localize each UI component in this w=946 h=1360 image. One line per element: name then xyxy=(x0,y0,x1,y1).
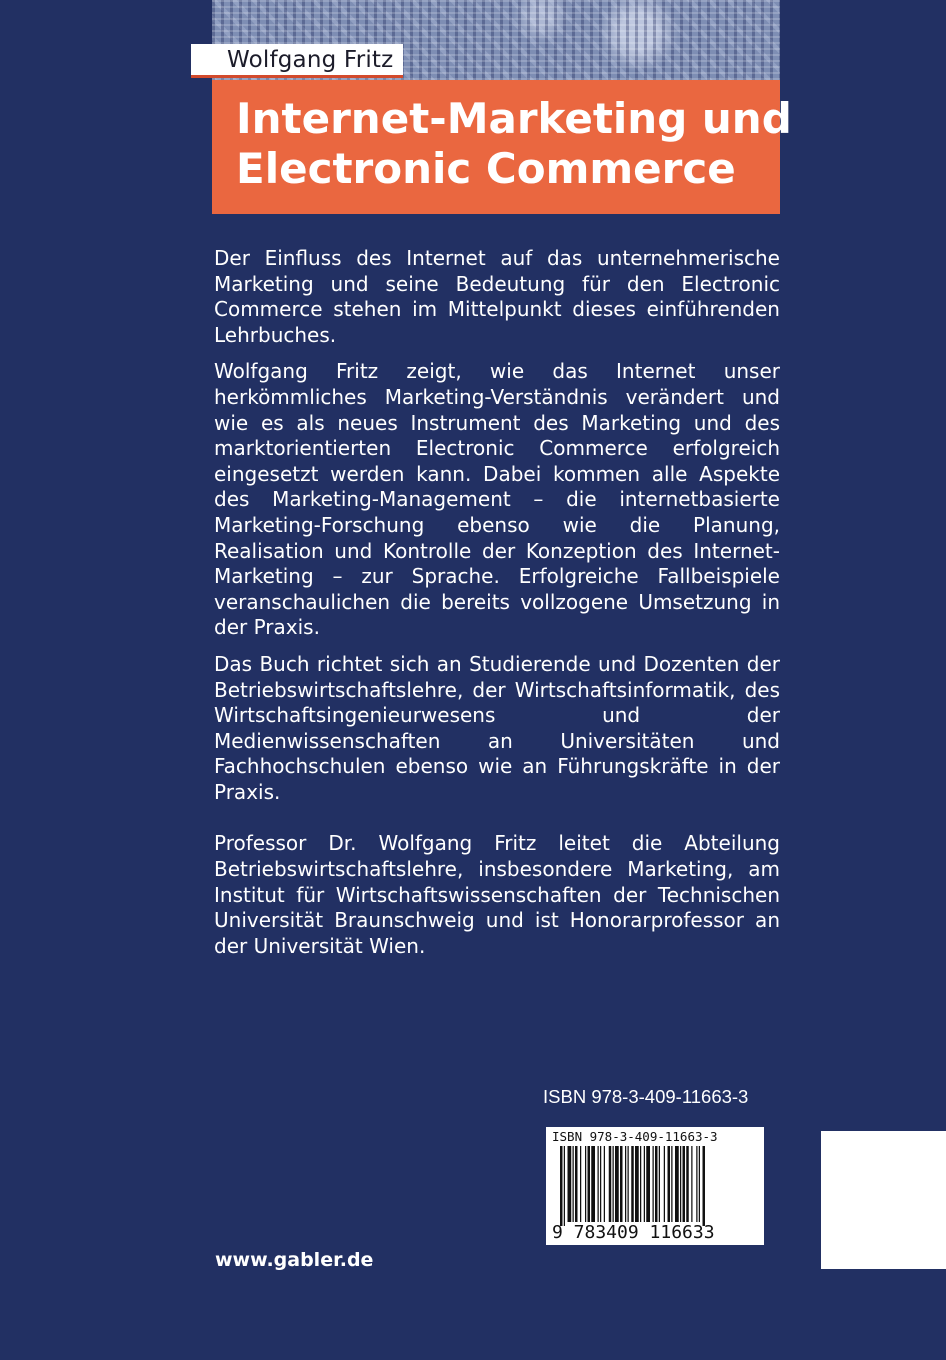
book-title-line-2: Electronic Commerce xyxy=(236,144,736,193)
author-bio: Professor Dr. Wolfgang Fritz leitet die Abteilung Betriebswirtschaftslehre, insbesondere Marketing, am Institut für Wirtschaftswissenschaften der Technischen Universität Braunschweig und ist Honorarprofessor an der Universität Wien. xyxy=(214,831,780,958)
barcode-bar xyxy=(659,1146,660,1222)
barcode-bar xyxy=(613,1146,614,1222)
barcode-bar xyxy=(683,1146,686,1222)
barcode-caption: ISBN 978-3-409-11663-3 xyxy=(552,1129,718,1144)
barcode-bar xyxy=(675,1146,679,1222)
barcode-bar xyxy=(628,1146,629,1222)
book-title-line-1: Internet-Marketing und xyxy=(236,94,792,143)
barcode-bar xyxy=(696,1146,697,1222)
barcode-bar xyxy=(585,1146,586,1222)
barcode xyxy=(546,1127,764,1245)
barcode-bar xyxy=(625,1146,626,1222)
barcode-bar xyxy=(655,1146,658,1222)
barcode-bar xyxy=(564,1146,565,1226)
barcode-bar xyxy=(588,1146,591,1222)
barcode-bar xyxy=(635,1146,639,1222)
barcode-bar xyxy=(644,1146,645,1222)
title-block xyxy=(212,80,792,214)
barcode-bar xyxy=(653,1146,654,1222)
barcode-bar xyxy=(631,1146,634,1222)
blurb-paragraph-3: Das Buch richtet sich an Studierende und Dozenten der Betriebswirtschaftslehre, der Wirtschaftsinformatik, des Wirtschaftsingenieurwesens und der Medienwissenschaften an Universitäten und Fachhochschulen ebenso wie an Führungskräfte in der Praxis. xyxy=(214,651,780,804)
author-label xyxy=(191,44,403,78)
barcode-bar xyxy=(691,1146,692,1222)
barcode-bar xyxy=(580,1146,581,1222)
barcode-bar xyxy=(560,1146,563,1226)
barcode-bar xyxy=(664,1146,665,1222)
barcode-bar xyxy=(699,1146,700,1222)
barcode-bars xyxy=(552,1146,758,1226)
barcode-bar xyxy=(620,1146,623,1222)
barcode-bar xyxy=(640,1146,641,1222)
author-name: Wolfgang Fritz xyxy=(227,46,394,73)
barcode-bar xyxy=(575,1146,578,1222)
blurb-text xyxy=(214,246,780,970)
blurb-paragraph-1: Der Einfluss des Internet auf das unternehmerische Marketing und seine Bedeutung für den Electronic Commerce stehen im Mittelpunkt dieses einführenden Lehrbuches. xyxy=(214,246,780,347)
barcode-bar xyxy=(568,1146,572,1222)
blurb-paragraph-2: Wolfgang Fritz zeigt, wie das Internet unser herkömmliches Marketing-Verständnis verändert und wie es als neues Instrument des Marketing und des marktorientierten Electronic Commerce erfolgreich eingesetzt werden kann. Dabei kommen alle Aspekte des Marketing-Management – die internetbasierte Marketing-Forschung ebenso wie die Planung, Realisation und Kontrolle der Konzeption des Internet-Marketing – zur Sprache. Erfolgreiche Fallbeispiele veranschaulichen die bereits vollzogene Umsetzung in der Praxis. xyxy=(214,359,780,640)
barcode-bar xyxy=(615,1146,619,1222)
barcode-bar xyxy=(600,1146,601,1222)
barcode-bar xyxy=(609,1146,612,1222)
barcode-bar xyxy=(686,1146,689,1222)
barcode-digits: 9 783409 116633 xyxy=(552,1222,715,1243)
barcode-bar xyxy=(671,1146,672,1222)
isbn-label: ISBN 978-3-409-11663-3 xyxy=(543,1086,749,1107)
barcode-bar xyxy=(703,1146,706,1226)
barcode-bar xyxy=(591,1146,595,1222)
publisher-website: www.gabler.de xyxy=(215,1249,374,1271)
barcode-bar xyxy=(646,1146,650,1222)
barcode-bar xyxy=(573,1146,574,1222)
barcode-bar xyxy=(598,1146,599,1222)
barcode-bar xyxy=(680,1146,681,1222)
barcode-bar xyxy=(604,1146,605,1222)
sticker-area xyxy=(821,1131,946,1269)
barcode-bar xyxy=(668,1146,671,1222)
